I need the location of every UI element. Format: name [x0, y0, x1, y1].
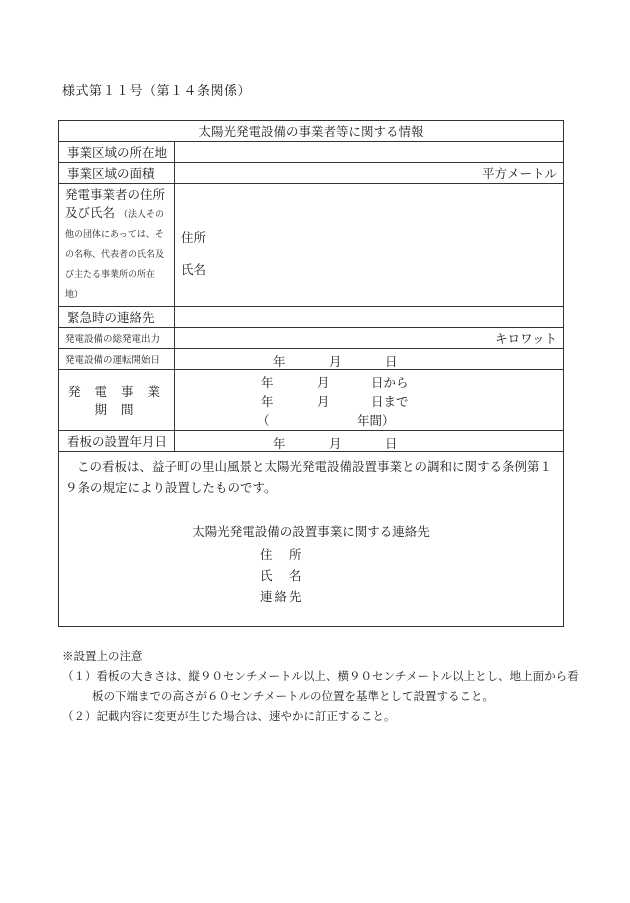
area-unit: 平方メートル [175, 163, 564, 184]
sign-date-label: 看板の設置年月日 [59, 431, 175, 452]
period-paren-open: （ [257, 413, 270, 428]
period-years: 年間） [357, 413, 395, 428]
notes-title: ※設置上の注意 [62, 649, 143, 663]
contact-phone: 連絡先 [260, 589, 304, 604]
start-date-value [175, 349, 564, 370]
start-day: 日 [385, 354, 398, 369]
table-header: 太陽光発電設備の事業者等に関する情報 [59, 121, 564, 142]
period-label: 発 電 事 業 期 間 [59, 370, 175, 431]
owner-label-cell [59, 184, 175, 307]
period-to-year: 年 [261, 394, 274, 409]
period-from-month: 月 [317, 375, 330, 390]
contact-title: 太陽光発電設備の設置事業に関する連絡先 [192, 524, 430, 539]
period-value [175, 370, 564, 431]
statement-cell [59, 452, 564, 627]
period-from-year: 年 [261, 375, 274, 390]
owner-label-line1: 発電事業者の住所 [65, 187, 166, 202]
sign-date-value [175, 431, 564, 452]
contact-lines [260, 544, 557, 607]
form-number-title: 様式第１１号（第１４条関係） [62, 84, 252, 99]
owner-values-cell [175, 184, 564, 307]
period-from-day: 日から [371, 375, 409, 390]
owner-name-label: 氏名 [181, 262, 207, 277]
installation-notes [62, 646, 582, 726]
area-label: 事業区域の面積 [59, 163, 175, 184]
contact-name: 氏 名 [260, 568, 304, 583]
output-unit: キロワット [175, 328, 564, 349]
start-year: 年 [273, 354, 286, 369]
start-date-label: 発電設備の運転開始日 [59, 349, 175, 370]
emergency-value [175, 307, 564, 328]
note-item-2: （２）記載内容に変更が生じた場合は、速やかに訂正すること。 [62, 709, 396, 723]
note-item-1: （１）看板の大きさは、縦９０センチメートル以上、横９０センチメートル以上とし、地上面から看板の下端までの高さが６０センチメートルの位置を基準として設置すること。 [62, 669, 579, 703]
start-month: 月 [329, 354, 342, 369]
owner-label-line2: 及び氏名 [65, 205, 116, 220]
location-label: 事業区域の所在地 [59, 142, 175, 163]
sign-year: 年 [273, 436, 286, 451]
sign-day: 日 [385, 436, 398, 451]
emergency-label: 緊急時の連絡先 [59, 307, 175, 328]
statement-text: この看板は、益子町の里山風景と太陽光発電設備設置事業との調和に関する条例第１９条の規定により設置したものです。 [65, 459, 553, 495]
sign-info-table [58, 120, 564, 627]
owner-label-note: （法人その他の団体にあっては、その名称、代表者の氏名及び主たる事業所の所在地） [65, 210, 165, 300]
contact-address: 住 所 [260, 547, 304, 562]
period-to-month: 月 [317, 394, 330, 409]
owner-address-label: 住所 [181, 230, 207, 245]
sign-month: 月 [329, 436, 342, 451]
output-label: 発電設備の総発電出力 [59, 328, 175, 349]
location-value [175, 142, 564, 163]
period-to-day: 日まで [371, 394, 409, 409]
